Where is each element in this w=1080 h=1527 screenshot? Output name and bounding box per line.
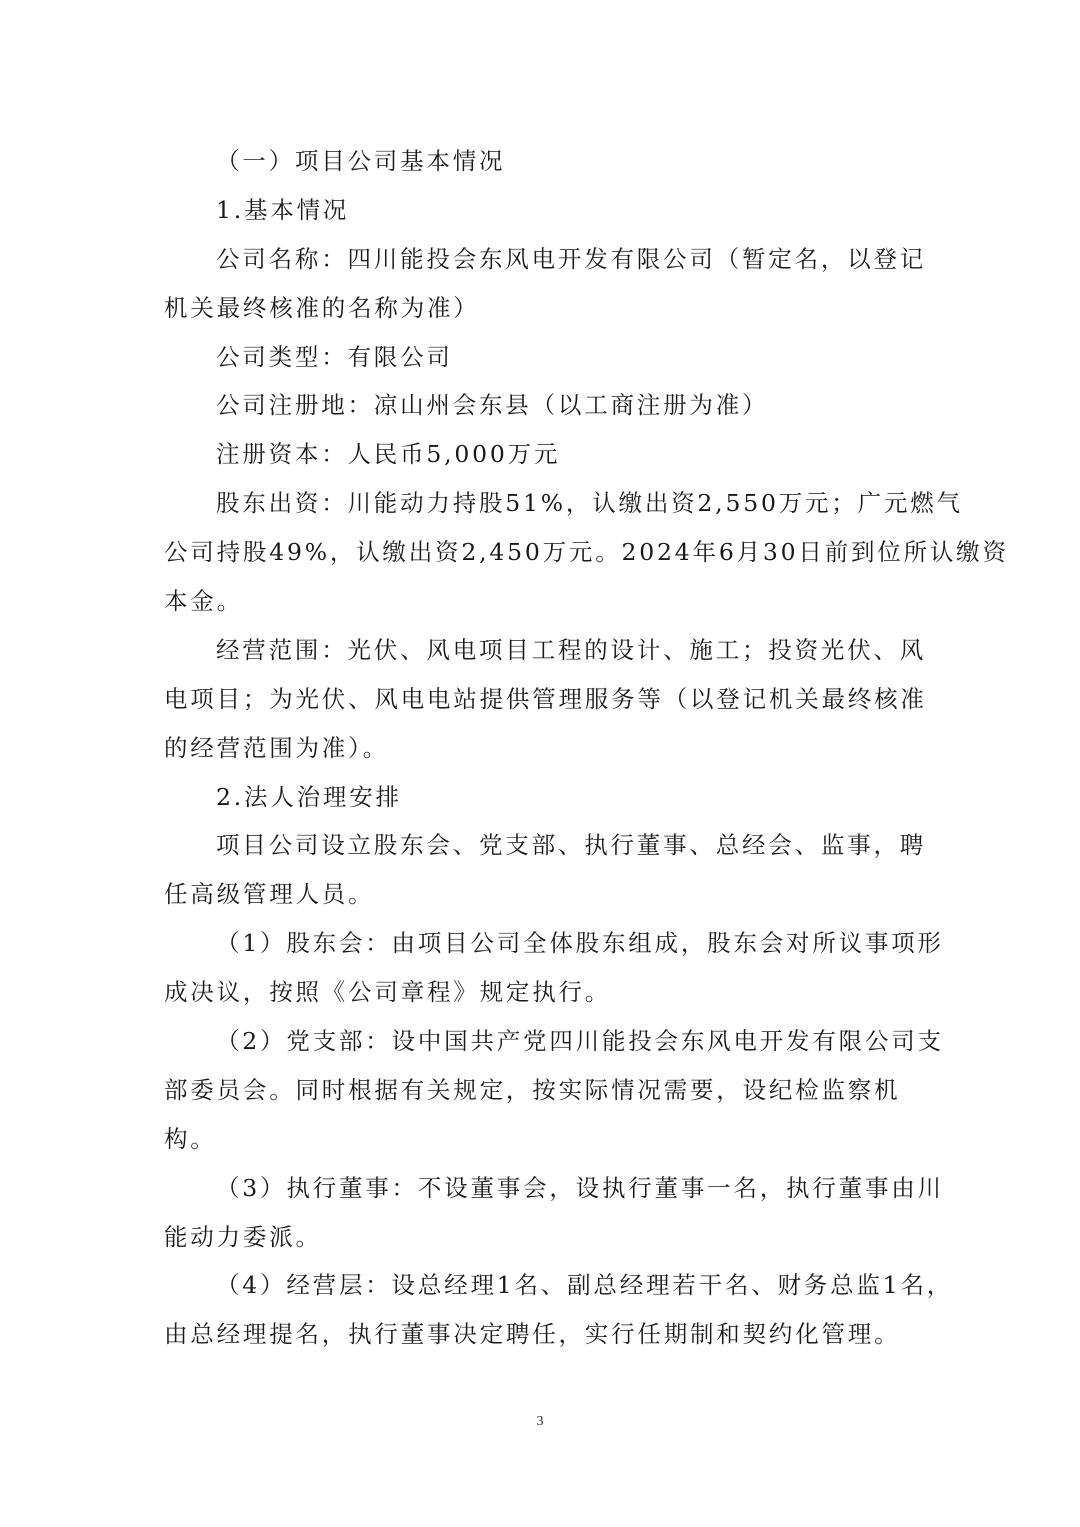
paragraph-line: 公司持股49%，认缴出资2,450万元。2024年6月30日前到位所认缴资 xyxy=(164,538,1009,567)
paragraph-line: 由总经理提名，执行董事决定聘任，实行任期制和契约化管理。 xyxy=(164,1320,901,1349)
paragraph-line: 项目公司设立股东会、党支部、执行董事、总经会、监事，聘 xyxy=(216,831,927,860)
paragraph-line: （2）党支部：设中国共产党四川能投会东风电开发有限公司支 xyxy=(216,1027,944,1056)
paragraph-line: （4）经营层：设总经理1名、副总经理若干名、财务总监1名， xyxy=(216,1271,954,1300)
paragraph-line: 股东出资：川能动力持股51%，认缴出资2,550万元；广元燃气 xyxy=(216,489,963,518)
paragraph-line: （1）股东会：由项目公司全体股东组成，股东会对所议事项形 xyxy=(216,929,944,958)
paragraph-line: 能动力委派。 xyxy=(164,1222,322,1251)
document-body xyxy=(164,137,1009,1359)
section-heading: （一）项目公司基本情况 xyxy=(216,147,506,175)
paragraph-line: 公司注册地：凉山州会东县（以工商注册为准） xyxy=(216,391,769,420)
paragraph-line: 公司名称：四川能投会东风电开发有限公司（暂定名，以登记 xyxy=(216,244,927,273)
paragraph-line: 公司类型：有限公司 xyxy=(216,342,453,371)
page-number: 3 xyxy=(536,1414,544,1429)
paragraph-line: 经营范围：光伏、风电项目工程的设计、施工；投资光伏、风 xyxy=(216,635,927,664)
paragraph-line: 机关最终核准的名称为准） xyxy=(164,293,480,322)
paragraph-line: 的经营范围为准）。 xyxy=(164,733,389,762)
subsection-heading-basic-info: 1.基本情况 xyxy=(216,195,350,224)
paragraph-line: 部委员会。同时根据有关规定，按实际情况需要，设纪检监察机 xyxy=(164,1075,901,1104)
paragraph-line: 构。 xyxy=(164,1124,217,1153)
paragraph-line: 任高级管理人员。 xyxy=(164,880,375,909)
subsection-heading-governance: 2.法人治理安排 xyxy=(216,782,402,811)
paragraph-line: 电项目；为光伏、风电电站提供管理服务等（以登记机关最终核准 xyxy=(164,684,927,713)
paragraph-line: 本金。 xyxy=(164,587,243,616)
paragraph-line: 注册资本：人民币5,000万元 xyxy=(216,440,561,469)
paragraph-line: （3）执行董事：不设董事会，设执行董事一名，执行董事由川 xyxy=(216,1173,944,1202)
paragraph-line: 成决议，按照《公司章程》规定执行。 xyxy=(164,978,612,1007)
